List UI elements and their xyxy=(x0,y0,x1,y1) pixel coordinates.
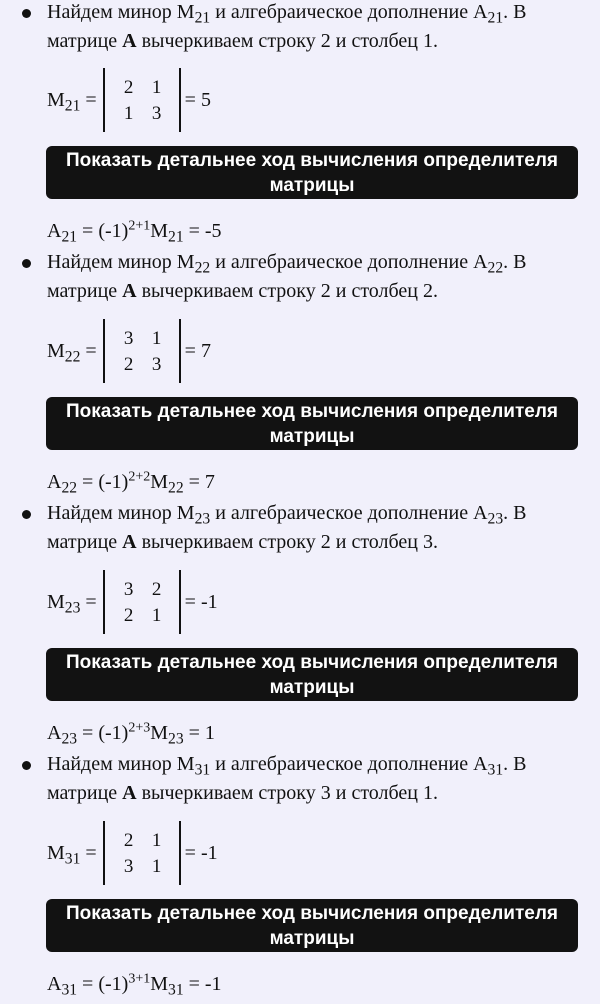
det-cell: 1 xyxy=(151,605,162,626)
step-description xyxy=(0,750,600,808)
text-and-cofactor: и алгебраическое дополнение xyxy=(215,1,469,23)
determinant-left-bar xyxy=(103,570,105,634)
bullet-dot xyxy=(22,761,31,770)
det-cell: 1 xyxy=(123,103,134,124)
show-details-button[interactable] xyxy=(46,146,578,199)
minor-index: 23 xyxy=(194,510,211,528)
minor-symbol: M xyxy=(176,753,195,775)
sentence-end: . В xyxy=(503,251,527,273)
det-cell: 1 xyxy=(151,856,162,877)
minor-label: $M_{22}$ = xyxy=(47,339,97,365)
cofactor-equation: $A_{22} = (-1)^{2+2}M_{22} = 7$ xyxy=(47,469,215,497)
determinant xyxy=(103,821,181,885)
show-details-button-label: Показать детальнее ход вычисления определителя матрицы xyxy=(65,149,559,196)
determinant-left-bar xyxy=(103,821,105,885)
minor-equation xyxy=(47,821,218,885)
cofactor-symbol: A xyxy=(473,753,488,775)
minor-label: $M_{23}$ = xyxy=(47,590,97,616)
determinant-right-bar xyxy=(179,68,181,132)
cofactor-index: 22 xyxy=(487,259,504,277)
step-description xyxy=(0,499,600,557)
minor-result: = -1 xyxy=(184,841,218,864)
minor-symbol: M xyxy=(176,502,195,524)
det-cell: 2 xyxy=(123,605,134,626)
text-cross-out-row: вычеркиваем строку xyxy=(141,30,316,52)
minor-result: = -1 xyxy=(184,590,218,613)
column-number: 3. xyxy=(423,531,438,553)
text-find-minor: Найдем минор xyxy=(47,1,172,23)
show-details-button-label: Показать детальнее ход вычисления определителя матрицы xyxy=(65,651,559,698)
show-details-button-label: Показать детальнее ход вычисления определителя матрицы xyxy=(65,902,559,949)
row-number: 2 xyxy=(320,280,331,302)
cofactor-symbol: A xyxy=(473,251,488,273)
determinant-left-bar xyxy=(103,68,105,132)
det-cell: 2 xyxy=(123,830,134,851)
text-and-cofactor: и алгебраическое дополнение xyxy=(215,753,469,775)
minor-index: 21 xyxy=(194,9,211,27)
text-find-minor: Найдем минор xyxy=(47,502,172,524)
cofactor-equation: $A_{31} = (-1)^{3+1}M_{31} = -1$ xyxy=(47,971,222,999)
text-and-cofactor: и алгебраическое дополнение xyxy=(215,251,469,273)
minor-equation xyxy=(47,68,211,132)
bullet-dot xyxy=(22,259,31,268)
minor-result: = 7 xyxy=(184,339,211,362)
bullet-dot xyxy=(22,510,31,519)
row-number: 2 xyxy=(320,30,331,52)
det-cell: 3 xyxy=(151,103,162,124)
text-matrix: матрице xyxy=(47,782,118,804)
matrix-letter: A xyxy=(122,280,137,302)
column-number: 1. xyxy=(423,30,438,52)
text-and-column: и столбец xyxy=(335,531,418,553)
text-and-column: и столбец xyxy=(335,280,418,302)
cofactor-symbol: A xyxy=(473,1,488,23)
row-number: 2 xyxy=(320,531,331,553)
determinant-right-bar xyxy=(179,570,181,634)
minor-equation xyxy=(47,570,218,634)
column-number: 1. xyxy=(423,782,438,804)
text-matrix: матрице xyxy=(47,30,118,52)
cofactor-equation: $A_{21} = (-1)^{2+1}M_{21} = -5$ xyxy=(47,218,222,246)
det-cell: 1 xyxy=(151,328,162,349)
text-matrix: матрице xyxy=(47,280,118,302)
determinant xyxy=(103,319,181,383)
cofactor-index: 31 xyxy=(487,761,504,779)
det-cell: 1 xyxy=(151,77,162,98)
minor-label: $M_{21}$ = xyxy=(47,88,97,114)
cofactor-symbol: A xyxy=(473,502,488,524)
determinant xyxy=(103,570,181,634)
text-find-minor: Найдем минор xyxy=(47,251,172,273)
matrix-letter: A xyxy=(122,531,137,553)
minor-symbol: M xyxy=(176,1,195,23)
minor-result: = 5 xyxy=(184,88,211,111)
show-details-button[interactable] xyxy=(46,397,578,450)
det-cell: 3 xyxy=(123,328,134,349)
determinant-left-bar xyxy=(103,319,105,383)
minor-label: $M_{31}$ = xyxy=(47,841,97,867)
cofactor-index: 21 xyxy=(487,9,504,27)
text-and-cofactor: и алгебраическое дополнение xyxy=(215,502,469,524)
determinant xyxy=(103,68,181,132)
sentence-end: . В xyxy=(503,1,527,23)
det-cell: 1 xyxy=(151,830,162,851)
sentence-end: . В xyxy=(503,753,527,775)
text-matrix: матрице xyxy=(47,531,118,553)
column-number: 2. xyxy=(423,280,438,302)
text-cross-out-row: вычеркиваем строку xyxy=(141,782,316,804)
show-details-button[interactable] xyxy=(46,899,578,952)
step-description xyxy=(0,248,600,306)
row-number: 3 xyxy=(320,782,331,804)
text-find-minor: Найдем минор xyxy=(47,753,172,775)
det-cell: 3 xyxy=(123,579,134,600)
determinant-right-bar xyxy=(179,821,181,885)
determinant-right-bar xyxy=(179,319,181,383)
matrix-letter: A xyxy=(122,30,137,52)
text-cross-out-row: вычеркиваем строку xyxy=(141,280,316,302)
det-cell: 3 xyxy=(151,354,162,375)
minor-equation xyxy=(47,319,211,383)
sentence-end: . В xyxy=(503,502,527,524)
text-and-column: и столбец xyxy=(335,30,418,52)
bullet-dot xyxy=(22,9,31,18)
minor-symbol: M xyxy=(176,251,195,273)
minor-index: 22 xyxy=(194,259,211,277)
det-cell: 3 xyxy=(123,856,134,877)
det-cell: 2 xyxy=(123,354,134,375)
cofactor-index: 23 xyxy=(487,510,504,528)
det-cell: 2 xyxy=(151,579,162,600)
text-and-column: и столбец xyxy=(335,782,418,804)
step-description xyxy=(0,0,600,56)
show-details-button-label: Показать детальнее ход вычисления определителя матрицы xyxy=(65,400,559,447)
minor-index: 31 xyxy=(194,761,211,779)
matrix-letter: A xyxy=(122,782,137,804)
det-cell: 2 xyxy=(123,77,134,98)
text-cross-out-row: вычеркиваем строку xyxy=(141,531,316,553)
show-details-button[interactable] xyxy=(46,648,578,701)
cofactor-equation: $A_{23} = (-1)^{2+3}M_{23} = 1$ xyxy=(47,720,215,748)
